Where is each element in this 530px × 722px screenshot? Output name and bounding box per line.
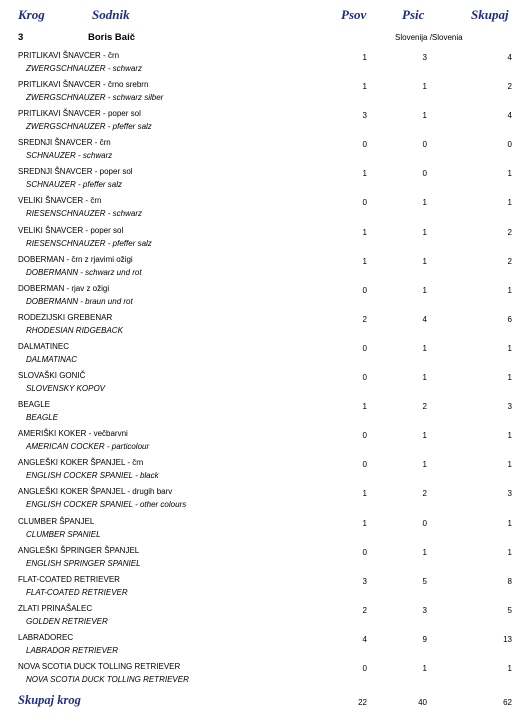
breed-row	[0, 312, 530, 341]
ring-number: 3	[18, 32, 24, 43]
breed-row	[0, 486, 530, 515]
psov-count: 0	[362, 431, 367, 441]
total-psov: 22	[358, 698, 367, 707]
breed-row	[0, 632, 530, 661]
skupaj-count: 1	[507, 518, 512, 528]
breed-name-alt: ENGLISH SPRINGER SPANIEL	[26, 558, 141, 568]
psov-count: 3	[362, 111, 367, 121]
judge-row	[0, 32, 530, 46]
breed-name-alt: ENGLISH COCKER SPANIEL - black	[26, 471, 159, 481]
skupaj-count: 5	[507, 605, 512, 615]
skupaj-count: 8	[507, 576, 512, 586]
psic-count: 9	[422, 634, 427, 644]
skupaj-count: 2	[507, 256, 512, 266]
breed-name-alt: AMERICAN COCKER - particolour	[26, 442, 150, 452]
psov-count: 1	[362, 227, 367, 237]
breed-row	[0, 428, 530, 457]
psic-count: 1	[422, 82, 427, 92]
psov-count: 1	[362, 489, 367, 499]
breed-name: PRITLIKAVI ŠNAVCER - poper sol	[18, 109, 141, 119]
skupaj-count: 4	[507, 53, 512, 62]
breed-name: VELIKI ŠNAVCER - črn	[18, 196, 102, 206]
breed-row	[0, 341, 530, 370]
psov-count: 0	[362, 460, 367, 470]
breed-name: ANGLEŠKI KOKER ŠPANJEL - črn	[18, 458, 144, 468]
breed-name: ANGLEŠKI KOKER ŠPANJEL - drugih barv	[18, 487, 173, 497]
skupaj-count: 1	[507, 460, 512, 470]
breed-name-alt: LABRADOR RETRIEVER	[26, 645, 119, 655]
breed-name-alt: GOLDEN RETRIEVER	[26, 616, 108, 626]
psov-count: 0	[362, 373, 367, 383]
psov-count: 1	[362, 402, 367, 412]
breed-name-alt: ZWERGSCHNAUZER - schwarz	[26, 64, 143, 73]
skupaj-count: 1	[507, 547, 512, 557]
breed-name-alt: ZWERGSCHNAUZER - pfeffer salz	[26, 122, 152, 132]
breed-name: PRITLIKAVI ŠNAVCER - črno srebrn	[18, 80, 149, 90]
breed-name: SREDNJI ŠNAVCER - poper sol	[18, 167, 133, 177]
header-psov: Psov	[341, 7, 367, 22]
breed-row	[0, 108, 530, 137]
psic-count: 3	[422, 53, 427, 62]
skupaj-count: 6	[507, 314, 512, 324]
breed-row	[0, 50, 530, 79]
total-psic: 40	[418, 698, 427, 707]
breed-name-alt: RIESENSCHNAUZER - schwarz	[26, 209, 143, 219]
psic-count: 1	[422, 547, 427, 557]
breed-name: ZLATI PRINAŠALEC	[18, 603, 93, 613]
breed-name: DOBERMAN - rjav z ožigi	[18, 283, 110, 293]
psov-count: 4	[362, 634, 367, 644]
psov-count: 3	[362, 576, 367, 586]
psov-count: 1	[362, 169, 367, 179]
breed-name-alt: CLUMBER SPANIEL	[26, 529, 101, 539]
breed-name: AMERIŠKI KOKER - večbarvni	[18, 429, 128, 439]
psic-count: 1	[422, 227, 427, 237]
psic-count: 1	[422, 285, 427, 295]
skupaj-count: 3	[507, 489, 512, 499]
psic-count: 0	[422, 169, 427, 179]
breed-row	[0, 370, 530, 399]
header-krog: Krog	[18, 7, 45, 22]
breed-name-alt: RHODESIAN RIDGEBACK	[26, 325, 123, 335]
psic-count: 1	[422, 343, 427, 353]
skupaj-count: 1	[507, 343, 512, 353]
skupaj-count: 1	[507, 169, 512, 179]
total-row	[0, 693, 530, 711]
breed-row	[0, 516, 530, 545]
psic-count: 2	[422, 489, 427, 499]
judge-name: Boris Baič	[88, 32, 135, 43]
breed-row	[0, 137, 530, 166]
breed-row	[0, 603, 530, 632]
psic-count: 1	[422, 373, 427, 383]
breed-row	[0, 254, 530, 283]
breed-row	[0, 661, 530, 690]
skupaj-count: 13	[503, 634, 512, 644]
breed-name-alt: RIESENSCHNAUZER - pfeffer salz	[26, 238, 152, 248]
psov-count: 2	[362, 605, 367, 615]
breed-name: SLOVAŠKI GONIČ	[18, 371, 86, 381]
breed-name: ANGLEŠKI ŠPRINGER ŠPANJEL	[18, 545, 140, 555]
psov-count: 1	[362, 518, 367, 528]
breed-name: DOBERMAN - črn z rjavimi ožigi	[18, 254, 133, 264]
psic-count: 1	[422, 198, 427, 208]
skupaj-count: 1	[507, 285, 512, 295]
breed-name: BEAGLE	[18, 400, 51, 410]
breed-name: LABRADOREC	[18, 632, 74, 642]
psic-count: 4	[422, 314, 427, 324]
psic-count: 5	[422, 576, 427, 586]
breed-name: SREDNJI ŠNAVCER - črn	[18, 138, 111, 148]
breed-row	[0, 225, 530, 254]
breed-name: PRITLIKAVI ŠNAVCER - črn	[18, 51, 120, 60]
psic-count: 1	[422, 111, 427, 121]
psov-count: 0	[362, 198, 367, 208]
skupaj-count: 1	[507, 431, 512, 441]
breed-name-alt: DOBERMANN - schwarz und rot	[26, 267, 142, 277]
breed-name-alt: SCHNAUZER - schwarz	[26, 151, 113, 161]
breed-name: VELIKI ŠNAVCER - poper sol	[18, 225, 124, 235]
psov-count: 0	[362, 547, 367, 557]
breed-name: DALMATINEC	[18, 341, 69, 351]
skupaj-count: 2	[507, 82, 512, 92]
psic-count: 1	[422, 256, 427, 266]
psov-count: 0	[362, 140, 367, 150]
psov-count: 1	[362, 53, 367, 62]
breed-name-alt: SCHNAUZER - pfeffer salz	[26, 180, 123, 190]
psov-count: 0	[362, 343, 367, 353]
skupaj-count: 0	[507, 140, 512, 150]
breed-row	[0, 457, 530, 486]
breed-row	[0, 166, 530, 195]
psov-count: 0	[362, 285, 367, 295]
breed-name-alt: DALMATINAC	[26, 354, 77, 364]
breed-name-alt: ZWERGSCHNAUZER - schwarz silber	[26, 93, 164, 103]
skupaj-count: 1	[507, 198, 512, 208]
skupaj-count: 2	[507, 227, 512, 237]
psic-count: 1	[422, 663, 427, 673]
breed-name: FLAT-COATED RETRIEVER	[18, 574, 120, 584]
header-sodnik: Sodnik	[92, 7, 130, 22]
breed-name-alt: NOVA SCOTIA DUCK TOLLING RETRIEVER	[26, 674, 189, 684]
breed-name: NOVA SCOTIA DUCK TOLLING RETRIEVER	[18, 661, 181, 671]
skupaj-count: 1	[507, 663, 512, 673]
skupaj-count: 3	[507, 402, 512, 412]
breed-row	[0, 79, 530, 108]
header-psic: Psic	[402, 7, 425, 22]
psic-count: 3	[422, 605, 427, 615]
breed-list	[0, 50, 530, 690]
breed-name-alt: ENGLISH COCKER SPANIEL - other colours	[26, 500, 187, 510]
breed-row	[0, 399, 530, 428]
breed-row	[0, 283, 530, 312]
judge-country: Slovenija /Slovenia	[395, 33, 463, 42]
total-skupaj: 62	[503, 698, 512, 707]
psov-count: 1	[362, 82, 367, 92]
breed-name-alt: SLOVENSKY KOPOV	[26, 384, 105, 394]
psic-count: 1	[422, 431, 427, 441]
breed-name-alt: BEAGLE	[26, 413, 59, 423]
psov-count: 0	[362, 663, 367, 673]
psic-count: 2	[422, 402, 427, 412]
skupaj-count: 4	[507, 111, 512, 121]
breed-row	[0, 195, 530, 224]
breed-name-alt: DOBERMANN - braun und rot	[26, 296, 133, 306]
column-header-row	[0, 7, 530, 25]
skupaj-count: 1	[507, 373, 512, 383]
total-label: Skupaj krog	[18, 693, 81, 707]
psic-count: 0	[422, 518, 427, 528]
psov-count: 2	[362, 314, 367, 324]
breed-name: CLUMBER ŠPANJEL	[18, 516, 95, 526]
breed-row	[0, 545, 530, 574]
psov-count: 1	[362, 256, 367, 266]
breed-row	[0, 574, 530, 603]
header-skupaj: Skupaj	[471, 7, 509, 22]
psic-count: 1	[422, 460, 427, 470]
breed-name: RODEZIJSKI GREBENAR	[18, 312, 113, 322]
psic-count: 0	[422, 140, 427, 150]
breed-name-alt: FLAT-COATED RETRIEVER	[26, 587, 128, 597]
